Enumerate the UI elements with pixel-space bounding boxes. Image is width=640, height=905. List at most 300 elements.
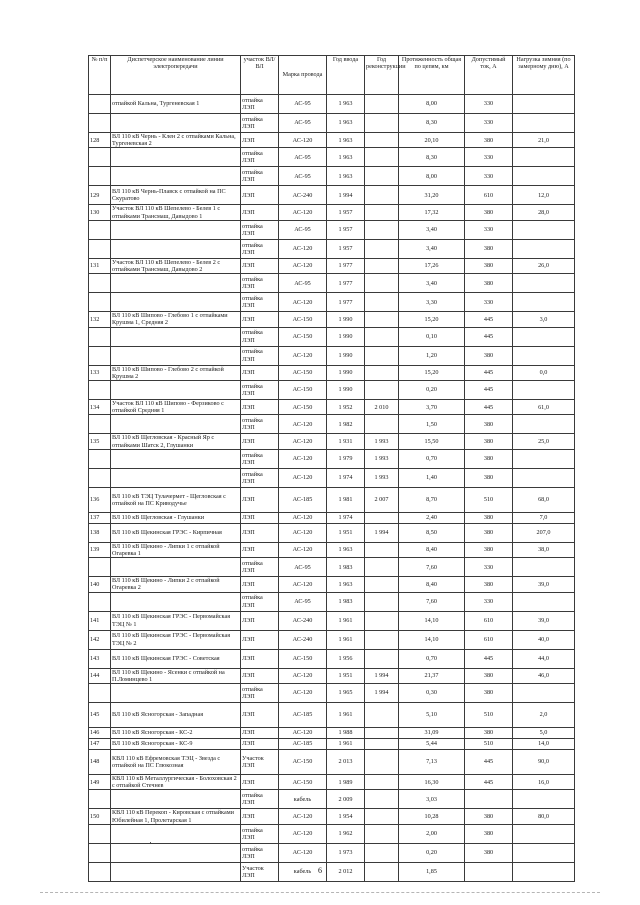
cell-line-name: КВЛ 110 кВ Ефремовская ТЭЦ - Звезда с отпайкой на ПС Глюкозная [111,750,241,775]
cell-wire-brand: АС-95 [279,95,327,114]
cell-num [89,592,111,611]
cell-length: 7,60 [399,558,465,577]
cell-year: 1 981 [327,487,365,512]
cell-load [513,327,575,346]
header-brand: Марка провода [279,56,327,95]
cell-wire-brand: АС-120 [279,434,327,449]
cell-load: 46,0 [513,668,575,683]
cell-year: 1 988 [327,728,365,739]
cell-line-name [111,415,241,434]
cell-length: 8,00 [399,167,465,186]
cell-load [513,449,575,468]
cell-current: 445 [465,775,513,790]
cell-current: 380 [465,843,513,862]
cell-segment: отпайка ЛЭП [241,415,279,434]
cell-num: 145 [89,703,111,728]
header-name: Диспетчерское наименование линии электропередачи [111,56,241,95]
cell-current: 380 [465,346,513,365]
table-row [89,186,575,205]
cell-current: 380 [465,668,513,683]
table-row [89,220,575,239]
cell-load: 39,0 [513,577,575,592]
cell-line-name: КВЛ 110 кВ Металлургическая - Болоховская 2 с отпайкой Стечнев [111,775,241,790]
cell-current: 380 [465,434,513,449]
cell-num [89,239,111,258]
cell-current: 510 [465,703,513,728]
cell-load [513,293,575,312]
cell-year: 1 974 [327,468,365,487]
table-row [89,274,575,293]
cell-reconstruction-year [365,611,399,630]
cell-year: 1 990 [327,312,365,327]
cell-segment: ЛЭП [241,775,279,790]
header-segment: участок ВЛ/ВЛ [241,56,279,95]
cell-year: 1 956 [327,649,365,668]
cell-current: 330 [465,114,513,133]
cell-load: 26,0 [513,258,575,273]
cell-segment: ЛЭП [241,630,279,649]
cell-num: 132 [89,312,111,327]
header-load: Нагрузка зимняя (по замерному дню), А [513,56,575,95]
cell-length: 3,03 [399,790,465,809]
cell-length: 2,00 [399,824,465,843]
cell-wire-brand: АС-120 [279,449,327,468]
cell-load [513,790,575,809]
cell-segment: ЛЭП [241,649,279,668]
scan-edge-line [40,892,600,893]
cell-line-name [111,274,241,293]
cell-segment: ЛЭП [241,523,279,542]
cell-load: 38,0 [513,542,575,557]
cell-reconstruction-year [365,750,399,775]
table-row [89,523,575,542]
cell-reconstruction-year [365,843,399,862]
cell-reconstruction-year [365,114,399,133]
cell-segment: отпайка ЛЭП [241,95,279,114]
cell-current: 445 [465,649,513,668]
cell-num: 146 [89,728,111,739]
cell-length: 0,20 [399,381,465,400]
cell-num: 147 [89,739,111,750]
cell-length: 16,30 [399,775,465,790]
table-row [89,684,575,703]
cell-wire-brand: АС-120 [279,577,327,592]
cell-current: 380 [465,542,513,557]
cell-num: 134 [89,400,111,415]
cell-reconstruction-year [365,167,399,186]
cell-current: 380 [465,577,513,592]
cell-wire-brand: АС-150 [279,327,327,346]
cell-line-name: ВЛ 110 кВ Щекино - Ясенки с отпайкой на П.Ломинцево 1 [111,668,241,683]
cell-segment: отпайка ЛЭП [241,148,279,167]
cell-year: 1 977 [327,258,365,273]
cell-year: 1 952 [327,400,365,415]
cell-reconstruction-year [365,258,399,273]
cell-length: 1,40 [399,468,465,487]
cell-segment: отпайка ЛЭП [241,220,279,239]
cell-line-name: ВЛ 110 кВ Щекинская ГРЭС - Первомайская ТЭЦ № 2 [111,630,241,649]
cell-wire-brand: АС-150 [279,312,327,327]
cell-num: 133 [89,365,111,380]
cell-current: 380 [465,809,513,824]
cell-reconstruction-year [365,824,399,843]
cell-line-name: ВЛ 110 кВ Шипово - Глебово 1 с отпайками Крушма 1, Средняя 2 [111,312,241,327]
cell-current: 380 [465,468,513,487]
cell-num: 129 [89,186,111,205]
cell-num: 150 [89,809,111,824]
cell-length: 31,20 [399,186,465,205]
cell-load [513,684,575,703]
table-row [89,346,575,365]
cell-reconstruction-year [365,365,399,380]
cell-reconstruction-year [365,790,399,809]
table-row [89,133,575,148]
cell-length: 31,09 [399,728,465,739]
cell-num [89,824,111,843]
cell-load: 39,0 [513,611,575,630]
cell-length: 1,20 [399,346,465,365]
cell-line-name: ВЛ 110 кВ Щекинская ГРЭС - Кирпичная [111,523,241,542]
cell-year: 1 990 [327,381,365,400]
cell-year: 1 990 [327,327,365,346]
cell-reconstruction-year [365,728,399,739]
cell-segment: ЛЭП [241,186,279,205]
cell-current: 330 [465,293,513,312]
cell-wire-brand: АС-150 [279,775,327,790]
header-current: Допустимый ток, А [465,56,513,95]
cell-current: 510 [465,487,513,512]
table-row [89,365,575,380]
table-row [89,239,575,258]
cell-length: 5,10 [399,703,465,728]
cell-segment: ЛЭП [241,668,279,683]
cell-year: 1 963 [327,167,365,186]
table-row [89,258,575,273]
table-row [89,312,575,327]
cell-segment: отпайка ЛЭП [241,468,279,487]
cell-load: 40,0 [513,630,575,649]
cell-num [89,167,111,186]
cell-length: 2,40 [399,512,465,523]
cell-length: 3,40 [399,220,465,239]
cell-reconstruction-year [365,592,399,611]
cell-load [513,274,575,293]
cell-load: 12,0 [513,186,575,205]
cell-length: 21,37 [399,668,465,683]
cell-load [513,167,575,186]
cell-segment: ЛЭП [241,205,279,220]
table-row [89,449,575,468]
cell-load [513,468,575,487]
cell-year: 1 931 [327,434,365,449]
cell-year: 1 961 [327,703,365,728]
cell-line-name: Участок ВЛ 110 кВ Шепелево - Белев 2 с отпайками Трансмаш, Давыдово 2 [111,258,241,273]
cell-wire-brand: АС-120 [279,728,327,739]
cell-wire-brand: АС-95 [279,148,327,167]
cell-year: 1 961 [327,611,365,630]
cell-length: 14,10 [399,630,465,649]
cell-num: 130 [89,205,111,220]
table-row [89,381,575,400]
cell-line-name [111,449,241,468]
cell-wire-brand: АС-120 [279,843,327,862]
cell-num [89,346,111,365]
cell-year: 2 013 [327,750,365,775]
cell-length: 8,50 [399,523,465,542]
table-row [89,95,575,114]
cell-segment: ЛЭП [241,739,279,750]
cell-line-name [111,148,241,167]
header-length: Протяженность общая по цепям, км [399,56,465,95]
cell-reconstruction-year [365,133,399,148]
cell-load [513,95,575,114]
cell-reconstruction-year [365,95,399,114]
table-row [89,775,575,790]
cell-year: 1 994 [327,186,365,205]
cell-length: 3,30 [399,293,465,312]
cell-num: 135 [89,434,111,449]
cell-length: 8,30 [399,148,465,167]
cell-wire-brand: АС-120 [279,293,327,312]
cell-segment: ЛЭП [241,542,279,557]
table-row [89,400,575,415]
table-row [89,415,575,434]
table-row [89,293,575,312]
cell-reconstruction-year [365,381,399,400]
cell-reconstruction-year [365,239,399,258]
cell-length: 8,70 [399,487,465,512]
cell-load [513,415,575,434]
cell-wire-brand: АС-240 [279,630,327,649]
table-row [89,739,575,750]
cell-reconstruction-year: 1 994 [365,668,399,683]
cell-load: 5,0 [513,728,575,739]
cell-year: 1 963 [327,114,365,133]
cell-year: 1 962 [327,824,365,843]
cell-wire-brand: АС-120 [279,415,327,434]
cell-length: 8,40 [399,577,465,592]
cell-reconstruction-year [365,274,399,293]
cell-line-name [111,346,241,365]
cell-segment: ЛЭП [241,312,279,327]
cell-segment: отпайка ЛЭП [241,239,279,258]
cell-reconstruction-year: 2 007 [365,487,399,512]
cell-reconstruction-year [365,148,399,167]
table-row [89,750,575,775]
cell-year: 1 963 [327,133,365,148]
cell-line-name [111,790,241,809]
cell-reconstruction-year [365,739,399,750]
cell-year: 2 012 [327,862,365,881]
cell-num [89,381,111,400]
cell-segment: ЛЭП [241,434,279,449]
cell-current: 380 [465,449,513,468]
table-header-row [89,56,575,95]
cell-length: 8,00 [399,95,465,114]
table-row [89,611,575,630]
cell-num [89,415,111,434]
cell-num [89,684,111,703]
cell-current: 380 [465,728,513,739]
table-row [89,592,575,611]
cell-current: 330 [465,558,513,577]
cell-segment: отпайка ЛЭП [241,684,279,703]
table-row [89,790,575,809]
cell-year: 1 951 [327,668,365,683]
cell-year: 1 982 [327,415,365,434]
cell-segment: ЛЭП [241,728,279,739]
cell-wire-brand: АС-240 [279,611,327,630]
cell-num: 144 [89,668,111,683]
cell-current [465,790,513,809]
cell-num [89,468,111,487]
cell-load [513,220,575,239]
cell-line-name: ВЛ 110 кВ Щекинская ГРЭС - Первомайская ТЭЦ № 1 [111,611,241,630]
cell-segment: ЛЭП [241,577,279,592]
cell-num: 139 [89,542,111,557]
cell-load: 28,0 [513,205,575,220]
cell-line-name: отпайкой Кальна, Тургеневская 1 [111,95,241,114]
cell-current: 330 [465,592,513,611]
cell-num: 128 [89,133,111,148]
cell-current: 380 [465,415,513,434]
cell-line-name [111,592,241,611]
cell-wire-brand: АС-150 [279,750,327,775]
cell-wire-brand: АС-150 [279,365,327,380]
cell-reconstruction-year [365,558,399,577]
cell-reconstruction-year [365,775,399,790]
cell-segment: отпайка ЛЭП [241,558,279,577]
cell-year: 1 973 [327,843,365,862]
cell-wire-brand: АС-120 [279,346,327,365]
cell-num [89,148,111,167]
cell-wire-brand: АС-120 [279,542,327,557]
table-row [89,434,575,449]
cell-line-name: Участок ВЛ 110 кВ Шипово - Ферзиково с отпайкой Средняя 1 [111,400,241,415]
cell-wire-brand: АС-185 [279,739,327,750]
table-row [89,327,575,346]
cell-year: 1 977 [327,293,365,312]
cell-year: 1 961 [327,739,365,750]
register-page [88,55,574,882]
cell-length: 15,20 [399,365,465,380]
table-row [89,487,575,512]
table-row [89,728,575,739]
cell-reconstruction-year [365,649,399,668]
cell-segment: отпайка ЛЭП [241,327,279,346]
cell-length: 1,85 [399,862,465,881]
table-row [89,809,575,824]
cell-reconstruction-year [365,220,399,239]
cell-length: 5,44 [399,739,465,750]
cell-num [89,114,111,133]
cell-num [89,293,111,312]
table-row [89,703,575,728]
cell-reconstruction-year: 1 993 [365,468,399,487]
table-row [89,205,575,220]
cell-current: 610 [465,186,513,205]
cell-reconstruction-year [365,577,399,592]
cell-wire-brand: АС-150 [279,381,327,400]
cell-reconstruction-year [365,809,399,824]
table-row [89,558,575,577]
cell-year: 1 961 [327,630,365,649]
cell-year: 1 979 [327,449,365,468]
cell-segment: ЛЭП [241,512,279,523]
table-row [89,824,575,843]
header-recon: Год реконструкции [365,56,399,95]
cell-reconstruction-year [365,327,399,346]
cell-year: 1 965 [327,684,365,703]
cell-segment: отпайка ЛЭП [241,167,279,186]
cell-length: 0,10 [399,327,465,346]
cell-reconstruction-year: 2 010 [365,400,399,415]
cell-year: 1 963 [327,542,365,557]
table-row [89,630,575,649]
cell-num: 131 [89,258,111,273]
cell-line-name: Участок ВЛ 110 кВ Шепелево - Белев 1 с отпайками Трансмаш, Давыдово 1 [111,205,241,220]
cell-load: 21,0 [513,133,575,148]
table-row [89,148,575,167]
cell-num: 149 [89,775,111,790]
cell-reconstruction-year: 1 994 [365,523,399,542]
cell-length: 0,20 [399,843,465,862]
cell-load: 0,0 [513,365,575,380]
cell-segment: отпайка ЛЭП [241,449,279,468]
cell-wire-brand: АС-120 [279,809,327,824]
cell-num [89,790,111,809]
cell-line-name [111,114,241,133]
cell-current: 445 [465,381,513,400]
cell-reconstruction-year [365,312,399,327]
cell-num [89,449,111,468]
cell-current: 330 [465,220,513,239]
cell-segment: отпайка ЛЭП [241,790,279,809]
cell-line-name [111,468,241,487]
table-row [89,668,575,683]
cell-wire-brand: АС-150 [279,649,327,668]
cell-segment: отпайка ЛЭП [241,274,279,293]
cell-load: 7,0 [513,512,575,523]
header-year: Год ввода [327,56,365,95]
cell-load: 61,0 [513,400,575,415]
cell-wire-brand: АС-120 [279,824,327,843]
cell-length: 17,26 [399,258,465,273]
cell-wire-brand: АС-185 [279,487,327,512]
cell-wire-brand: АС-120 [279,468,327,487]
cell-load: 2,0 [513,703,575,728]
cell-wire-brand: АС-150 [279,400,327,415]
cell-segment: ЛЭП [241,133,279,148]
cell-reconstruction-year [365,703,399,728]
cell-segment: ЛЭП [241,703,279,728]
cell-year: 1 957 [327,220,365,239]
cell-current: 610 [465,611,513,630]
cell-wire-brand: АС-95 [279,220,327,239]
table-row [89,512,575,523]
cell-load: 44,0 [513,649,575,668]
cell-segment: ЛЭП [241,487,279,512]
cell-reconstruction-year [365,346,399,365]
cell-reconstruction-year [365,205,399,220]
cell-load: 16,0 [513,775,575,790]
cell-current: 380 [465,684,513,703]
cell-current: 380 [465,133,513,148]
cell-wire-brand: кабель [279,862,327,881]
cell-length: 17,32 [399,205,465,220]
cell-current: 380 [465,239,513,258]
cell-year: 1 951 [327,523,365,542]
